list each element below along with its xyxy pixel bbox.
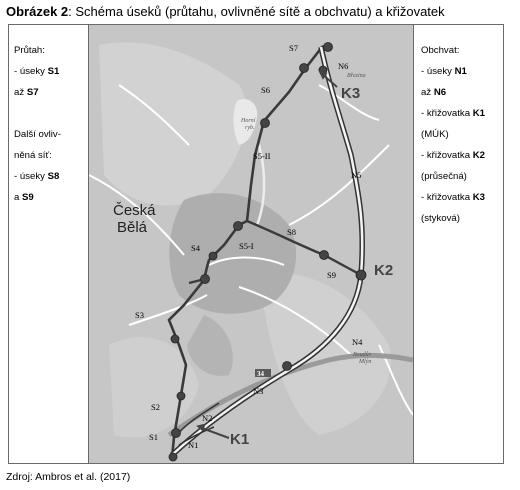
place-horni-line2: ryb. xyxy=(245,125,255,131)
legend-line: (styková) xyxy=(421,213,460,224)
legend-pruttah-heading: Průtah: xyxy=(14,45,45,56)
segment-label-s4: S4 xyxy=(191,243,200,253)
junction-label-k3: K3 xyxy=(341,85,361,102)
legend-line: - křižovatka K3 xyxy=(421,192,485,203)
segment-label-s9: S9 xyxy=(327,270,336,280)
segment-label-s2: S2 xyxy=(151,402,160,412)
junction-label-k1: K1 xyxy=(230,431,250,448)
segment-label-s6: S6 xyxy=(261,85,270,95)
legend-other-network-heading: Další ovliv- xyxy=(14,129,61,140)
legend-line: (MÚK) xyxy=(421,129,449,140)
segment-label-n3: N3 xyxy=(253,386,264,396)
legend-line: až S7 xyxy=(14,87,39,98)
segment-label-s1: S1 xyxy=(149,432,158,442)
column-divider-right xyxy=(413,24,414,464)
place-boudov-line2: Mlýn xyxy=(359,359,372,365)
legend-line: - úseky S1 xyxy=(14,66,60,77)
town-name-line2: Bělá xyxy=(117,219,148,236)
segment-label-n1: N1 xyxy=(188,440,199,450)
junction-label-k2: K2 xyxy=(374,262,394,279)
legend-bypass-heading: Obchvat: xyxy=(421,45,460,56)
legend-line: až N6 xyxy=(421,87,447,98)
segment-label-n5: N5 xyxy=(351,170,362,180)
legend-line: - křižovatka K1 xyxy=(421,108,485,119)
legend-line: - úseky N1 xyxy=(421,66,467,77)
legend-line: něná síť: xyxy=(14,150,52,161)
figure-caption-text: : Schéma úseků (průtahu, ovlivněné sítě a obchvatu) a křižovatek xyxy=(68,4,445,19)
town-name-line1: Česká xyxy=(113,202,156,219)
place-boudov-line1: Boudův xyxy=(353,352,372,358)
legend-line: a S9 xyxy=(14,192,34,203)
place-horni-line1: Horní xyxy=(241,118,256,124)
figure-caption xyxy=(6,4,445,19)
segment-label-s5-i: S5-I xyxy=(239,241,254,251)
segment-label-s7: S7 xyxy=(289,43,298,53)
figure-source: Zdroj: Ambros et al. (2017) xyxy=(6,471,131,483)
legend-left-panel xyxy=(14,40,84,208)
segment-label-n2: N2 xyxy=(202,413,213,423)
segment-label-n6: N6 xyxy=(338,61,349,71)
legend-line: (průsečná) xyxy=(421,171,467,182)
legend-line: - křižovatka K2 xyxy=(421,150,485,161)
legend-line: - úseky S8 xyxy=(14,171,60,182)
place-brezina: Březina xyxy=(347,73,366,79)
segment-label-s5-ii: S5-II xyxy=(253,151,271,161)
segment-label-s3: S3 xyxy=(135,310,144,320)
segment-label-s8: S8 xyxy=(287,227,296,237)
segment-label-n4: N4 xyxy=(352,337,363,347)
road-network-map xyxy=(89,25,413,463)
legend-right-panel xyxy=(421,40,503,229)
figure-number: Obrázek 2 xyxy=(6,4,69,19)
road-number-label: 34 xyxy=(257,370,264,378)
